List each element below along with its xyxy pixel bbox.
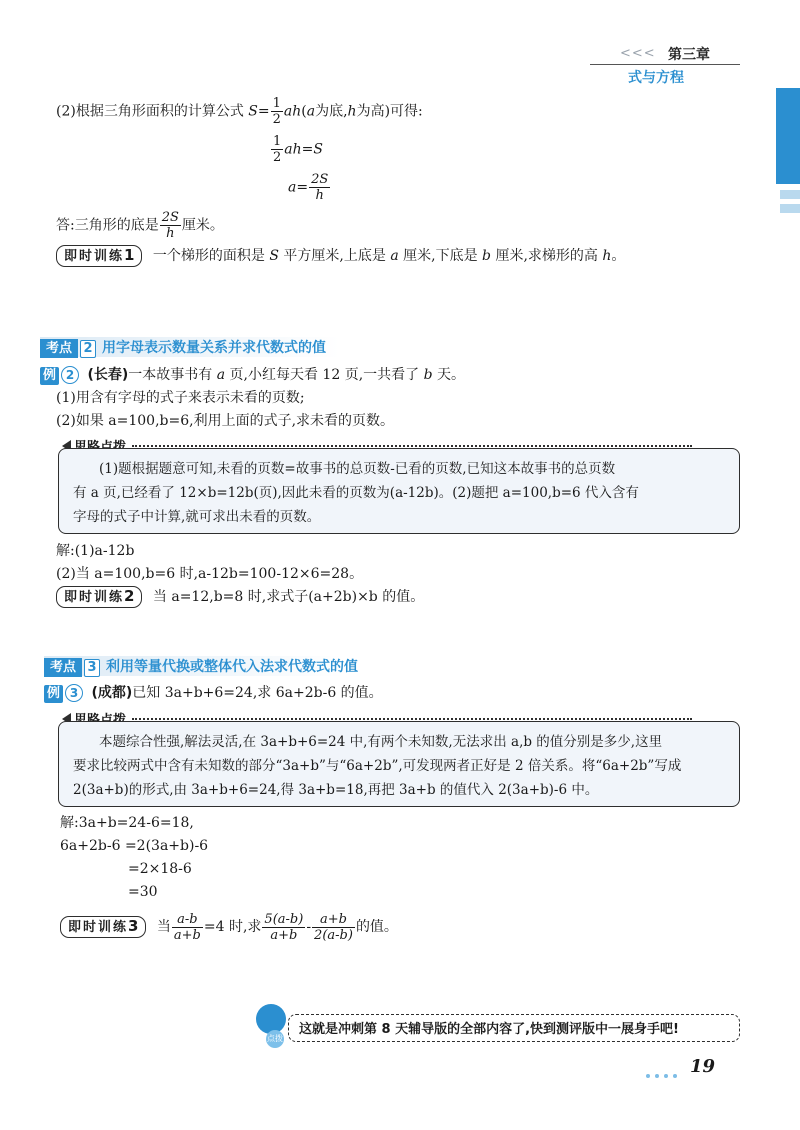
footer-bubble bbox=[288, 1014, 740, 1042]
frac-num: 2S bbox=[311, 172, 329, 187]
kaodian-number: 2 bbox=[80, 340, 96, 358]
var-b: b bbox=[423, 367, 433, 383]
triangle-formula-line bbox=[56, 96, 423, 127]
question-1: (1)用含有字母的式子来表示未看的页数; bbox=[56, 390, 305, 406]
fraction-half bbox=[271, 96, 283, 127]
frac-num: 1 bbox=[272, 96, 281, 111]
drill-3 bbox=[60, 910, 398, 944]
var-s: S bbox=[248, 103, 258, 120]
drill-number: 2 bbox=[124, 587, 135, 605]
equation-1 bbox=[270, 134, 323, 165]
text: 。 bbox=[611, 248, 626, 264]
text: ( bbox=[301, 103, 307, 120]
header-arrows: <<< bbox=[620, 46, 656, 61]
frac-den: 2(a-b) bbox=[314, 927, 353, 943]
text: = bbox=[257, 103, 270, 120]
solution-3-line2: 6a+2b-6 =2(3a+b)-6 bbox=[60, 838, 209, 854]
frac-num: 1 bbox=[273, 134, 282, 149]
drill-badge bbox=[56, 245, 142, 267]
drill-label: 即时训练 bbox=[64, 590, 125, 605]
example-label: 例 bbox=[44, 685, 63, 703]
side-tab-stripe bbox=[780, 204, 800, 213]
solution-3-line4: =30 bbox=[128, 884, 158, 900]
kaodian-tag: 考点 bbox=[40, 339, 78, 358]
drill-label: 即时训练 bbox=[68, 920, 129, 935]
solution-3-line1: 解:3a+b=24-6=18, bbox=[60, 815, 194, 831]
kaodian-title: 利用等量代换或整体代入法求代数式的值 bbox=[106, 659, 359, 675]
fraction-2s-h bbox=[160, 210, 181, 241]
hint-line: 要求比较两式中含有未知数的部分“3a+b”与“6a+2b”,可发现两者正好是 2 倍关系。将“6a+2b”写成 bbox=[73, 758, 682, 774]
text: 一本故事书有 bbox=[128, 367, 217, 383]
fraction bbox=[172, 912, 203, 943]
side-tab-stripe bbox=[780, 190, 800, 199]
footer-bubble-text: 这就是冲刺第 8 天辅导版的全部内容了,快到测评版中一展身手吧! bbox=[299, 1022, 679, 1037]
solution-2-part2: (2)当 a=100,b=6 时,a-12b=100-12×6=28。 bbox=[56, 566, 364, 582]
drill-number: 1 bbox=[124, 246, 135, 264]
fraction-2s-h bbox=[309, 172, 330, 203]
drill-badge bbox=[60, 916, 146, 938]
chapter-title: 第三章 bbox=[668, 47, 710, 63]
example-source: (长春) bbox=[87, 367, 129, 383]
drill-text: 当 a=12,b=8 时,求式子(a+2b)×b 的值。 bbox=[152, 589, 425, 605]
text: 答:三角形的底是 bbox=[56, 217, 159, 234]
drill-number: 3 bbox=[128, 917, 139, 935]
kaodian-number: 3 bbox=[84, 659, 100, 677]
text: 平方厘米,上底是 bbox=[278, 248, 391, 264]
text: (2)根据三角形面积的计算公式 bbox=[56, 103, 249, 120]
var-h: h bbox=[347, 103, 357, 120]
frac-den: a+b bbox=[173, 927, 201, 943]
mascot-tag: 点拨 bbox=[266, 1030, 284, 1048]
equation-2 bbox=[288, 172, 331, 203]
hint-divider bbox=[132, 718, 692, 720]
mascot-avatar bbox=[256, 1004, 286, 1034]
solution-3-line3: =2×18-6 bbox=[128, 861, 192, 877]
kaodian-title: 用字母表示数量关系并求代数式的值 bbox=[102, 340, 327, 356]
text: 厘米,求梯形的高 bbox=[491, 248, 603, 264]
frac-num: a-b bbox=[172, 912, 203, 928]
var-s: S bbox=[269, 248, 279, 264]
hint-line: 本题综合性强,解法灵活,在 3a+b+6=24 中,有两个未知数,无法求出 a,b 的值分别是多少,这里 bbox=[99, 734, 663, 750]
frac-den: h bbox=[166, 226, 175, 241]
kaodian-3-header bbox=[44, 656, 544, 676]
question-2: (2)如果 a=100,b=6,利用上面的式子,求未看的页数。 bbox=[56, 413, 395, 429]
example-3 bbox=[44, 682, 383, 704]
example-label: 例 bbox=[40, 367, 59, 385]
hint-line: (1)题根据题意可知,未看的页数=故事书的总页数-已看的页数,已知这本故事书的总页数 bbox=[99, 461, 616, 477]
fraction-half bbox=[271, 134, 283, 165]
fraction bbox=[312, 912, 355, 943]
text: 厘米,下底是 bbox=[398, 248, 483, 264]
answer-line bbox=[56, 210, 224, 241]
solution-2-part1: 解:(1)a-12b bbox=[56, 543, 135, 559]
text: 一个梯形的面积是 bbox=[152, 248, 270, 264]
example-number: 3 bbox=[65, 684, 83, 702]
equation-lhs: a= bbox=[288, 179, 309, 196]
frac-den: 2 bbox=[273, 150, 282, 165]
page-number: 19 bbox=[690, 1056, 716, 1077]
example-2 bbox=[40, 364, 465, 386]
text: 页,小红每天看 12 页,一共看了 bbox=[225, 367, 424, 383]
frac-den: h bbox=[315, 188, 324, 203]
var-a: a bbox=[306, 103, 316, 120]
page-dots bbox=[646, 1066, 682, 1082]
frac-num: a+b bbox=[312, 912, 355, 928]
drill-label: 即时训练 bbox=[64, 249, 125, 264]
var-a: a bbox=[216, 367, 226, 383]
text: 为底, bbox=[315, 103, 348, 120]
var-a: a bbox=[390, 248, 399, 264]
text: 为高)可得: bbox=[356, 103, 423, 120]
hint-line: 字母的式子中计算,就可求出未看的页数。 bbox=[73, 509, 321, 525]
frac-den: 2 bbox=[272, 112, 281, 127]
hint-divider bbox=[132, 445, 692, 447]
kaodian-tag: 考点 bbox=[44, 658, 82, 677]
text: 当 bbox=[156, 919, 171, 935]
var-h: h bbox=[602, 248, 612, 264]
kaodian-2-header bbox=[40, 337, 540, 357]
hint-line: 有 a 页,已经看了 12×b=12b(页),因此未看的页数为(a-12b)。(2)题把 a=100,b=6 代入含有 bbox=[73, 485, 639, 501]
drill-2 bbox=[56, 586, 424, 608]
drill-badge bbox=[56, 586, 142, 608]
drill-1 bbox=[56, 245, 625, 267]
text: 的值。 bbox=[355, 919, 398, 935]
frac-num: 5(a-b) bbox=[264, 911, 304, 927]
fraction bbox=[262, 912, 305, 943]
frac-num: 2S bbox=[161, 210, 179, 225]
var-b: b bbox=[482, 248, 491, 264]
example-number: 2 bbox=[61, 366, 79, 384]
side-tab bbox=[776, 88, 800, 184]
chapter-subtitle: 式与方程 bbox=[628, 70, 684, 86]
hint-line: 2(3a+b)的形式,由 3a+b+6=24,得 3a+b=18,再把 3a+b 的值代入 2(3a+b)-6 中。 bbox=[73, 782, 599, 798]
text: - bbox=[306, 919, 312, 935]
header-rule bbox=[590, 64, 740, 65]
var-ah: ah bbox=[283, 103, 302, 120]
equation-rhs: ah=S bbox=[284, 141, 323, 158]
hint-box-3 bbox=[58, 721, 740, 807]
text: 厘米。 bbox=[181, 217, 224, 234]
frac-den: a+b bbox=[270, 927, 298, 943]
text: =4 时,求 bbox=[203, 919, 262, 935]
example-text: 已知 3a+b+6=24,求 6a+2b-6 的值。 bbox=[132, 685, 383, 701]
text: 天。 bbox=[432, 367, 466, 383]
hint-box-2 bbox=[58, 448, 740, 534]
example-source: (成都) bbox=[91, 685, 133, 701]
